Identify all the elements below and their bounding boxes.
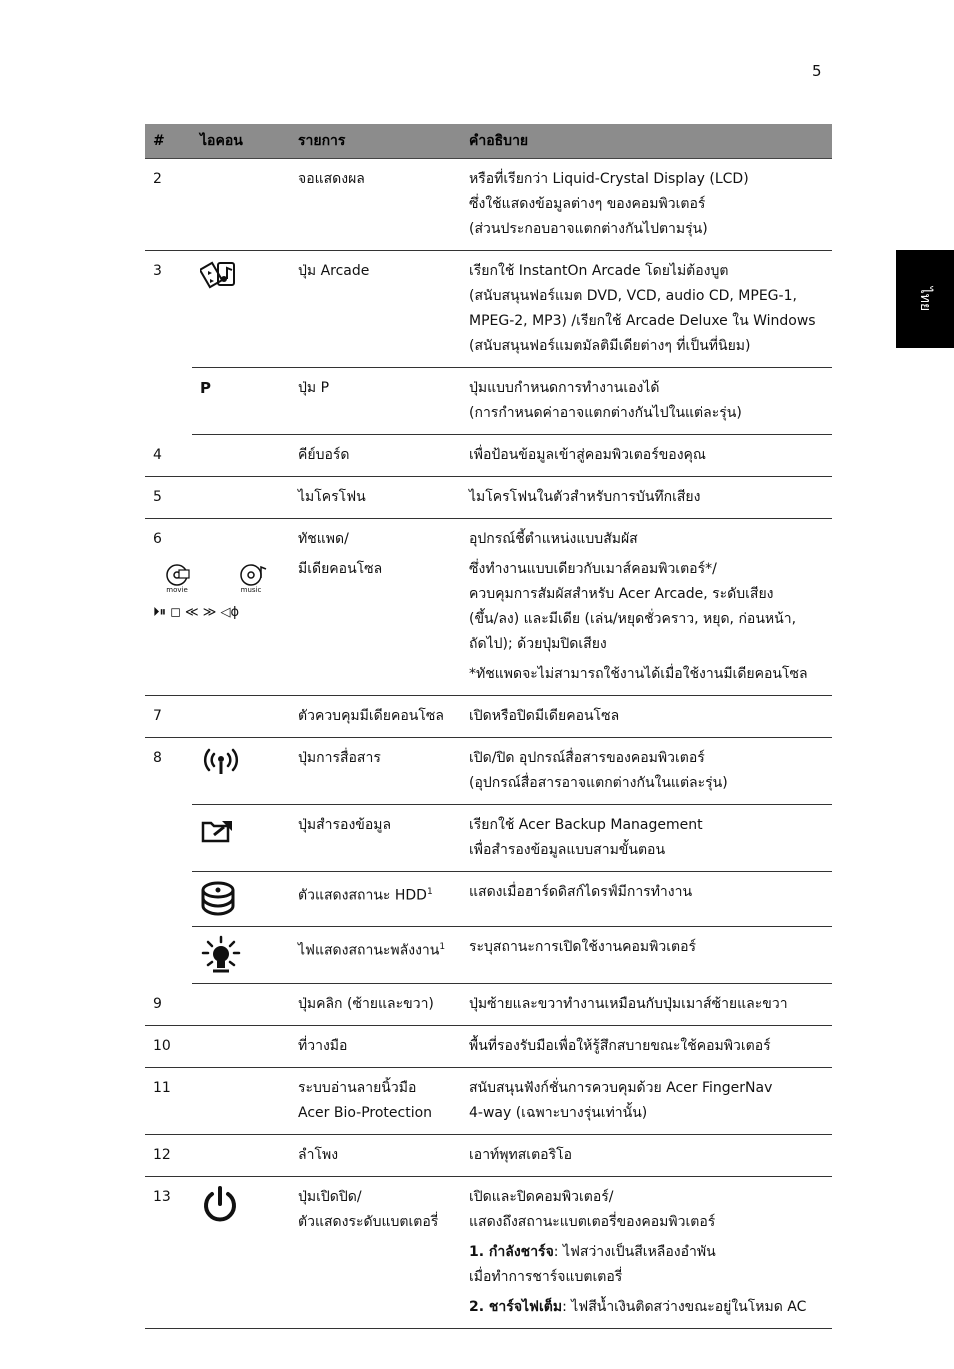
row-description [461,1177,832,1329]
table-row [145,696,832,738]
desc-line: สนับสนุนฟังก์ชั่นการควบคุมด้วย Acer FingerNav [469,1080,773,1096]
row-item: ปุ่ม P [290,368,461,435]
row-description [461,1026,832,1068]
item-line: ปุ่มเปิดปิด/ [298,1189,362,1205]
desc-line: ปุ่มแบบกำหนดการทำงานเองได้ [469,380,660,396]
item-line: Acer Bio-Protection [298,1105,433,1121]
row-icon [192,368,290,435]
row-item [290,927,461,984]
desc-line: (การกำหนดค่าอาจแตกต่างกันไปในแต่ละรุ่น) [469,405,742,421]
desc-line: ซึ่งใช้แสดงข้อมูลต่างๆ ของคอมพิวเตอร์ [469,196,706,212]
desc-line: (อุปกรณ์สื่อสารอาจแตกต่างกันในแต่ละรุ่น) [469,775,728,791]
row-item [290,519,461,696]
desc-line: เรียกใช้ Acer Backup Management [469,817,703,833]
row-description [461,738,832,805]
row-number: 8 [153,750,162,766]
desc-line: เพื่อป้อนข้อมูลเข้าสู่คอมพิวเตอร์ของคุณ [469,447,706,463]
row-item: ลำโพง [290,1135,461,1177]
row-number: 9 [145,984,192,1026]
row-description [461,435,832,477]
desc-line: เพื่อสำรองข้อมูลแบบสามขั้นตอน [469,842,666,858]
row-item: ที่วางมือ [290,1026,461,1068]
table-row [145,872,832,927]
table-row [145,738,832,805]
row-icon [192,1135,290,1177]
desc-line: แสดงถึงสถานะแบตเตอรี่ของคอมพิวเตอร์ [469,1214,716,1230]
row-description [461,984,832,1026]
hdd-icon [200,880,240,918]
table-row [145,477,832,519]
table-row [145,368,832,435]
row-item: ไมโครโฟน [290,477,461,519]
page-number: 5 [812,62,822,80]
row-item: จอแสดงผล [290,159,461,251]
note-label: 2. ชาร์จไฟเต็ม [469,1299,563,1315]
desc-line: ไมโครโฟนในตัวสำหรับการบันทึกเสียง [469,489,701,505]
row-number: 11 [145,1068,192,1135]
row-item: ตัวควบคุมมีเดียคอนโซล [290,696,461,738]
note-text: : ไฟสีน้ำเงินติดสว่างขณะอยู่ในโหมด AC [562,1299,807,1315]
desc-line: เปิด/ปิด อุปกรณ์สื่อสารของคอมพิวเตอร์ [469,750,705,766]
row-description [461,477,832,519]
note-label: 1. กำลังชาร์จ [469,1244,554,1260]
language-tab [896,250,954,348]
row-description [461,805,832,872]
row-icon [192,1177,290,1329]
table-row [145,927,832,984]
row-number: 3 [153,263,162,279]
row-number: 5 [145,477,192,519]
table-row [145,1135,832,1177]
p-key-icon: P [200,379,211,397]
table-row [145,805,832,872]
desc-line: ควบคุมการสัมผัสสำหรับ Acer Arcade, ระดับเสียง [469,586,774,602]
power-button-icon [200,1185,240,1225]
arcade-icon [200,259,240,295]
header-item: รายการ [290,124,461,159]
footnote-mark: 1 [426,887,433,897]
movie-label: movie [166,586,188,594]
desc-line: (สนับสนุนฟอร์แมตมัลติมีเดียต่างๆ ที่เป็นที่นิยม) [469,338,751,354]
row-number: 4 [145,435,192,477]
row-number-and-icons [145,519,290,696]
desc-line: ซึ่งทำงานแบบเดียวกับเมาส์คอมพิวเตอร์*/ [469,561,717,577]
desc-line: เรียกใช้ InstantOn Arcade โดยไม่ต้องบูต [469,263,729,279]
media-mode-icons [153,562,290,594]
row-icon [192,738,290,805]
row-item: คีย์บอร์ด [290,435,461,477]
row-icon [192,805,290,872]
header-number: # [145,124,192,159]
desc-line: ถัดไป); ด้วยปุ่มปิดเสียง [469,636,607,652]
desc-line: ปุ่มซ้ายและขวาทำงานเหมือนกับปุ่มเมาส์ซ้ายและขวา [469,996,788,1012]
language-tab-label: ไทย [916,286,933,312]
desc-line: MPEG-2, MP3) /เรียกใช้ Arcade Deluxe ใน Windows [469,313,816,329]
item-line: มีเดียคอนโซล [298,561,383,577]
table-row [145,984,832,1026]
table-row [145,251,832,368]
desc-line: เปิดและปิดคอมพิวเตอร์/ [469,1189,614,1205]
desc-line: เมื่อทำการชาร์จแบตเตอรี่ [469,1269,623,1285]
row-description [461,1135,832,1177]
row-number: 6 [153,531,162,547]
row-number: 13 [145,1177,192,1329]
row-number: 10 [145,1026,192,1068]
media-control-symbols: ⏵⏸ ◻ ≪ ≫ ◁ɸ [153,605,240,620]
row-item: ปุ่ม Arcade [290,251,461,368]
row-icon [192,477,290,519]
desc-line: (สนับสนุนฟอร์แมต DVD, VCD, audio CD, MPEG-1, [469,288,797,304]
desc-line: (ส่วนประกอบอาจแตกต่างกันไปตามรุ่น) [469,221,708,237]
row-item [290,1068,461,1135]
row-icon [192,251,290,368]
row-description [461,368,832,435]
row-description [461,927,832,984]
table-row [145,1177,832,1329]
table-row [145,435,832,477]
row-icon [192,159,290,251]
desc-line: ระบุสถานะการเปิดใช้งานคอมพิวเตอร์ [469,939,697,955]
row-icon [192,435,290,477]
row-item [290,872,461,927]
table-row [145,1068,832,1135]
music-mode-icon [235,562,271,594]
row-item: ปุ่มคลิก (ซ้ายและขวา) [290,984,461,1026]
note-text: : ไฟสว่างเป็นสีเหลืองอำพัน [553,1244,716,1260]
row-item [290,1177,461,1329]
item-line: ระบบอ่านลายนิ้วมือ [298,1080,417,1096]
row-description [461,1068,832,1135]
row-item: ปุ่มการสื่อสาร [290,738,461,805]
row-description [461,159,832,251]
desc-line: พื้นที่รองรับมือเพื่อให้รู้สึกสบายขณะใช้คอมพิวเตอร์ [469,1038,771,1054]
table-header-row [145,124,832,159]
item-line: ตัวแสดงระดับแบตเตอรี่ [298,1214,439,1230]
row-description [461,696,832,738]
table-row [145,1026,832,1068]
desc-line: 4-way (เฉพาะบางรุ่นเท่านั้น) [469,1105,648,1121]
footnote-mark: 1 [439,942,446,952]
charging-note [469,1240,832,1265]
header-description: คำอธิบาย [461,124,832,159]
movie-mode-icon [159,562,195,594]
desc-line: (ขึ้น/ลง) และมีเดีย (เล่น/หยุดชั่วคราว, หยุด, ก่อนหน้า, [469,611,797,627]
music-label: music [240,586,262,594]
features-table [145,124,832,1329]
row-description [461,519,832,696]
desc-line: เปิดหรือปิดมีเดียคอนโซล [469,708,620,724]
desc-line: อุปกรณ์ชี้ตำแหน่งแบบสัมผัส [469,531,638,547]
wireless-communication-icon [200,746,242,778]
desc-line: *ทัชแพดจะไม่สามารถใช้งานได้เมื่อใช้งานมีเดียคอนโซล [469,666,808,682]
desc-line: เอาท์พุทสเตอริโอ [469,1147,573,1163]
row-icon [192,1026,290,1068]
row-icon [192,984,290,1026]
item-text: ตัวแสดงสถานะ HDD [298,887,427,904]
full-charge-note [469,1295,832,1320]
row-icon [192,927,290,984]
item-text: ไฟแสดงสถานะพลังงาน [298,942,440,959]
row-number: 12 [145,1135,192,1177]
item-line: ทัชแพด/ [298,531,349,547]
row-icon [192,1068,290,1135]
row-item: ปุ่มสำรองข้อมูล [290,805,461,872]
desc-line: แสดงเมื่อฮาร์ดดิสก์ไดรฟ์มีการทำงาน [469,884,693,900]
desc-line: หรือที่เรียกว่า Liquid-Crystal Display (LCD) [469,171,749,187]
row-icon [192,872,290,927]
row-number: 7 [145,696,192,738]
row-description [461,251,832,368]
row-icon [192,696,290,738]
table-row [145,159,832,251]
backup-icon [200,813,242,845]
row-description [461,872,832,927]
header-icon: ไอคอน [192,124,290,159]
table-row [145,519,832,696]
row-number: 2 [145,159,192,251]
power-indicator-icon [200,935,242,975]
